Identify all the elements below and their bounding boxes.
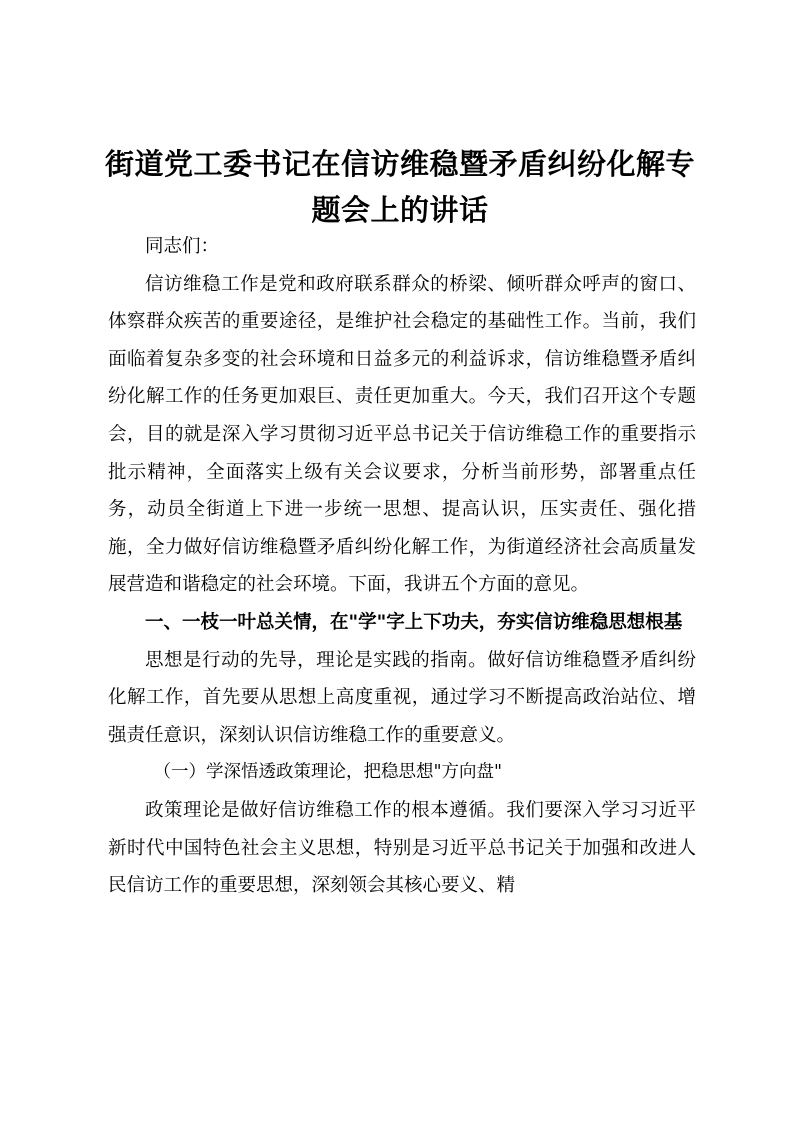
document-body [108, 228, 696, 905]
greeting: 同志们： [145, 236, 220, 257]
subsection-heading-1: （一）学深悟透政策理论，把稳思想"方向盘" [153, 762, 503, 783]
intro-paragraph: 信访维稳工作是党和政府联系群众的桥梁、倾听群众呼声的窗口、体察群众疾苦的重要途径，是维护社会稳定的基础性工作。当前，我们面临着复杂多变的社会环境和日益多元的利益诉求，信访维稳暨矛盾纠纷化解工作的任务更加艰巨、责任更加重大。今天，我们召开这个专题会，目的就是深入学习贯彻习近平总书记关于信访维稳工作的重要指示批示精神，全面落实上级有关会议要求，分析当前形势，部署重点任务，动员全街道上下进一步统一思想、提高认识，压实责任、强化措施，全力做好信访维稳暨矛盾纠纷化解工作，为街道经济社会高质量发展营造和谐稳定的社会环境。下面，我讲五个方面的意见。 [108, 273, 696, 596]
section-heading-1: 一、一枝一叶总关情，在"学"字上下功夫，夯实信访维稳思想根基 [145, 611, 683, 633]
subsection-1-paragraph: 政策理论是做好信访维稳工作的根本遵循。我们要深入学习习近平新时代中国特色社会主义思想，特别是习近平总书记关于加强和改进人民信访工作的重要思想，深刻领会其核心要义、精 [108, 799, 696, 897]
document-title: 街道党工委书记在信访维稳暨矛盾纠纷化解专题会上的讲话 [104, 147, 695, 227]
section-1-paragraph: 思想是行动的先导，理论是实践的指南。做好信访维稳暨矛盾纠纷化解工作，首先要从思想上高度重视，通过学习不断提高政治站位、增强责任意识，深刻认识信访维稳工作的重要意义。 [108, 649, 696, 746]
